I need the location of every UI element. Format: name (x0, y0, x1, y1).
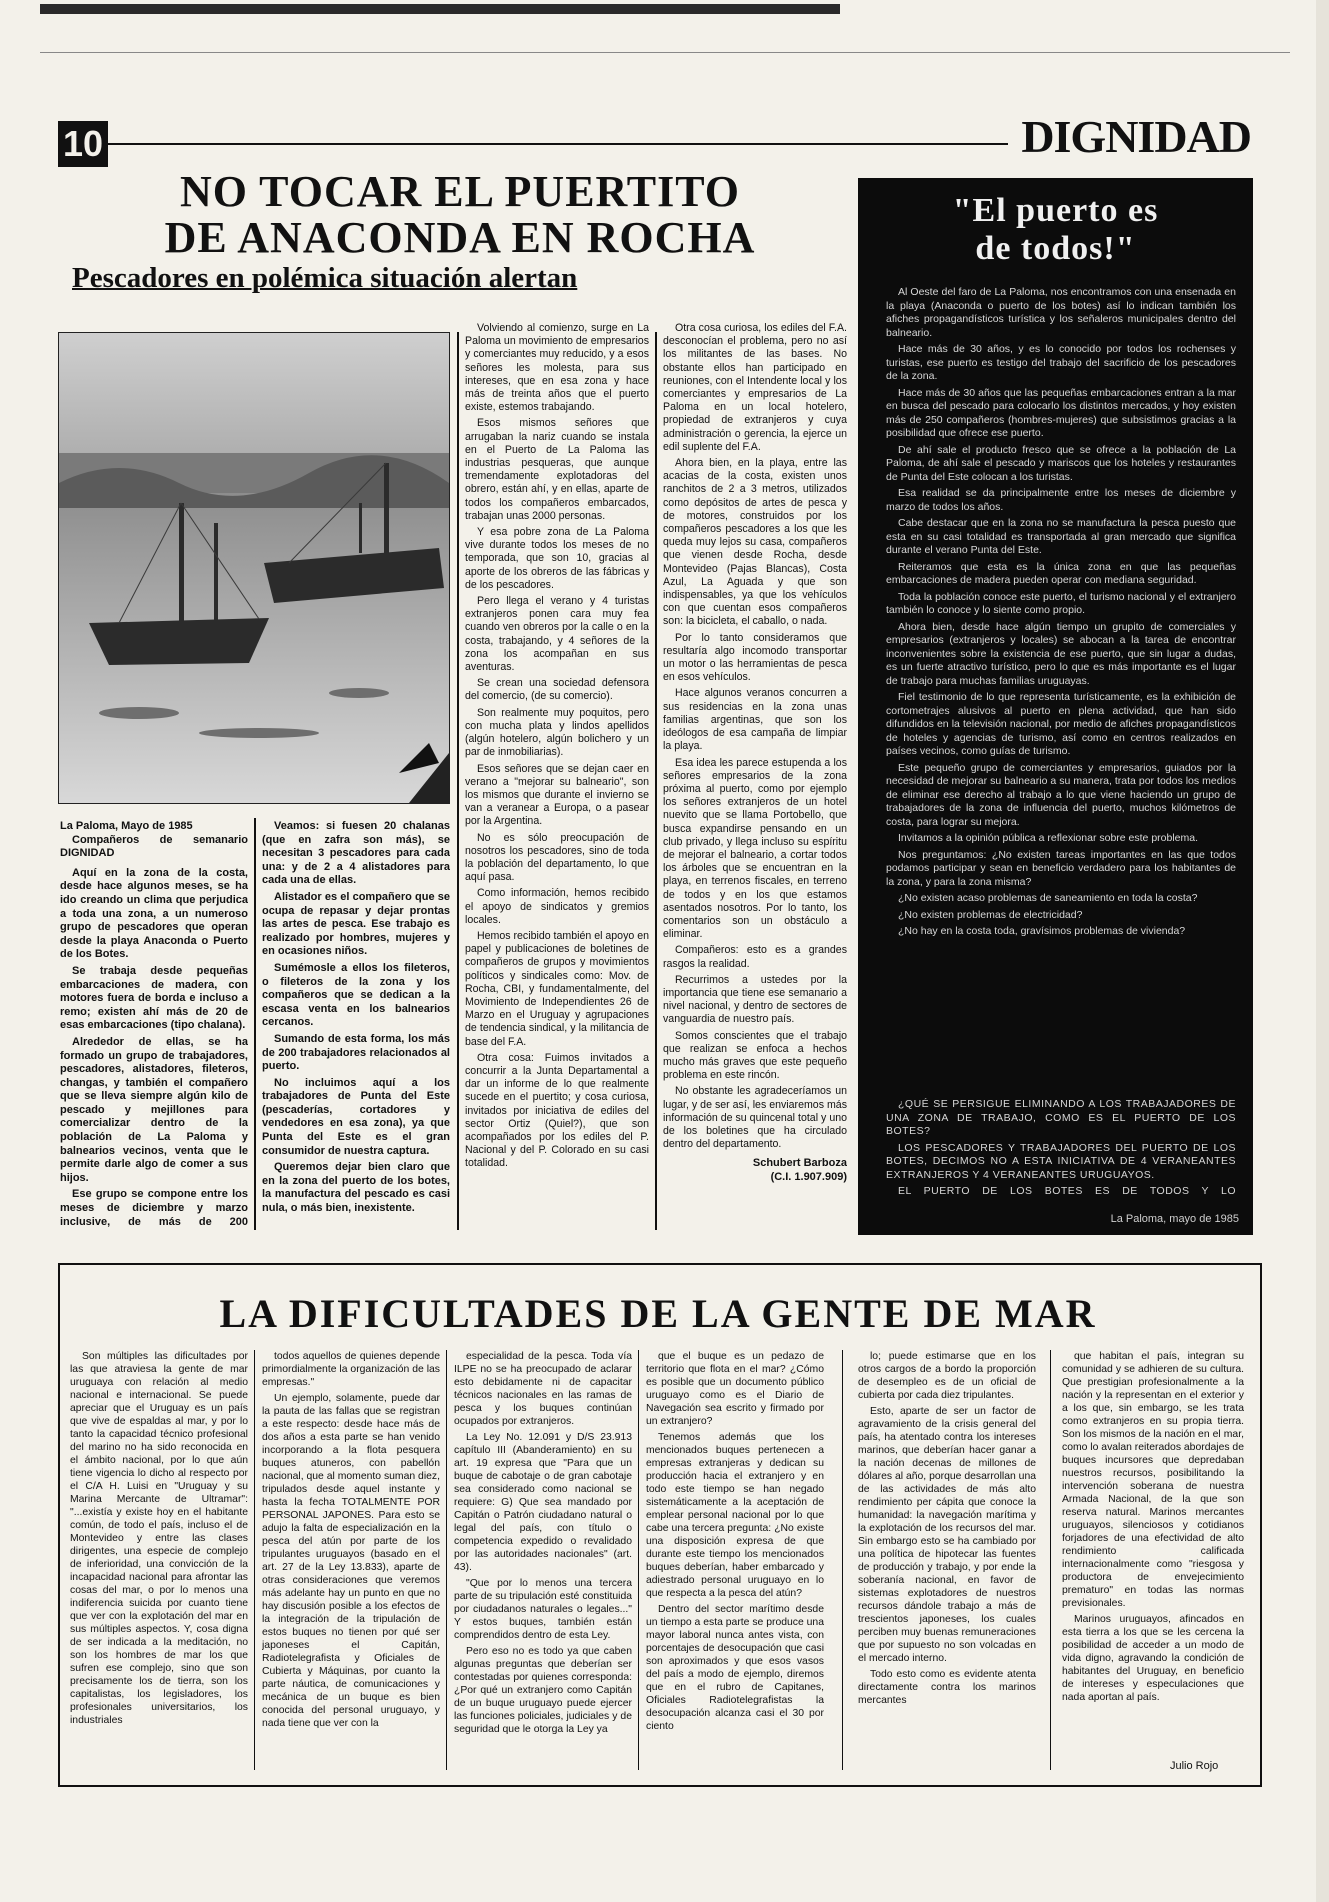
paragraph: Tenemos además que los mencionados buques pertenecen a empresas extranjeras y dedican su producción hacia el extranjero y en todo este tiempo se han negado sistemáticamente a la aceptación de emplear personal nacional por lo que cabe una tercera pregunta: ¿No existe una disposición expresa de que durante este tiempo los mencionados buques deberían, haber embarcado y adiestrado personal uruguayo en lo que respecta a la pesca del atún? (646, 1432, 824, 1599)
sidebar-title-line-2: de todos!" (975, 230, 1136, 267)
paragraph: Esa realidad se da principalmente entre los meses de diciembre y marzo de todos los años. (886, 487, 1236, 513)
subheadline: Pescadores en polémica situación alertan (72, 262, 578, 294)
paragraph: Alrededor de ellas, se ha formado un grupo de trabajadores, pescadores, alistadores, fileteros, changas, y también el compañero que se lleva siempre algún kilo de pescado y mejillones para comercializar dentro de la población de La Paloma y balnearios vecinos, venta que le permite darle algo de comer a sus hijos. (60, 1035, 248, 1184)
paragraph: Toda la población conoce este puerto, el turismo nacional y el extranjero también lo conoce y lo siente como propio. (886, 590, 1236, 616)
sidebar-dateline: La Paloma, mayo de 1985 (1110, 1213, 1239, 1225)
article2-signature: Julio Rojo (1170, 1760, 1219, 1772)
article2-column-5 (858, 1350, 1036, 1775)
article1-column-1 (60, 820, 248, 1230)
author-id: (C.I. 1.907.909) (770, 1170, 847, 1183)
paragraph: Pero llega el verano y 4 turistas extranjeros ponen cara muy fea cuando ven obreros por la calle o en la costa, trabajando, y 4 señores de la zona los acompañan en sus aventuras. (465, 595, 649, 674)
paragraph: Hace más de 30 años que las pequeñas embarcaciones entran a la mar en busca del pescado para colocarlo los distintos mercados, y hoy existen más de 250 compañeros (hombres-mujeres) que subsistimos gracias a la posibilidad que ofrece ese puerto. (886, 386, 1236, 439)
paragraph: No obstante les agradeceríamos un lugar, y de ser así, les enviaremos más información de su quincenal total y uno de los boletines que ha circulado dentro del departamento. (663, 1085, 847, 1151)
article1-column-2 (262, 820, 450, 1230)
paragraph: Hace más de 30 años, y es lo conocido por todos los rochenses y turistas, ese puerto es testigo del trabajo del sacrificio de los pescadores de la zona. (886, 343, 1236, 382)
paragraph: Compañeros: esto es a grandes rasgos la realidad. (663, 944, 847, 970)
page-number: 10 (58, 121, 108, 167)
article2-column-3 (454, 1350, 632, 1775)
author-signature: Schubert Barboza (752, 1157, 847, 1170)
paragraph: Esa idea les parece estupenda a los señores empresarios de la zona próxima al puerto, como por ejemplo los señores extranjeros de un hotel nuevito que se llama Portobello, que busca expandirse pensando en un club privado, y llega incluso su espíritu de mejorar el balneario, a cortar todos los árboles que se encuentran en la playa, en terrenos fiscales, en terreno de todos y en los que estamos asentados nosotros. Por lo tanto, los comentarios son un obstáculo a eliminar. (663, 756, 847, 941)
article2-column-1 (70, 1350, 248, 1775)
paragraph: Hace algunos veranos concurren a sus residencias en la zona unas familias argentinas, que son los ideólogos de esa campaña de limpiar la playa. (663, 687, 847, 753)
paragraph: lo; puede estimarse que en los otros cargos de a bordo la proporción de desempleo es de un oficial de cubierta por cada diez tripulantes. (858, 1351, 1036, 1401)
paragraph: Reiteramos que esta es la única zona en que las pequeñas embarcaciones de madera pueden operar con mediana seguridad. (886, 560, 1236, 586)
paragraph: Volviendo al comienzo, surge en La Paloma un movimiento de empresarios y comerciantes muy reducido, y a esos señores les molesta, para sus intereses, que en esa zona y hace más de treinta años que el puerto existe, estemos trabajando. (465, 322, 649, 414)
column-divider (457, 332, 459, 1230)
paragraph: especialidad de la pesca. Toda vía ILPE no se ha preocupado de aclarar esto debidamente ni de capacitar técnicos nacionales en las ramas de pesca y los buques continúan ocupados por extranjeros. (454, 1351, 632, 1427)
letter-salutation: Compañeros de semanario DIGNIDAD (60, 833, 248, 860)
column-divider (842, 1350, 843, 1770)
paragraph: Cabe destacar que en la zona no se manufactura la pesca puesto que esta en su casi totalidad es transportada al gran mercado que significa durante el verano Punta del Este. (886, 517, 1236, 556)
column-divider (1050, 1350, 1051, 1770)
paragraph: Esos mismos señores que arrugaban la nariz cuando se instala en el Puerto de La Paloma las industrias pesqueras, que aunque tremendamente explotadoras del obrero, están ahí, y en ellas, aparte de todos los compañeros embarcados, trabajan unas 2000 personas. (465, 417, 649, 522)
paragraph: Todo esto como es evidente atenta directamente contra los marinos mercantes (858, 1669, 1036, 1706)
paragraph: Como información, hemos recibido el apoyo de sindicatos y gremios locales. (465, 887, 649, 926)
article1-column-3 (465, 322, 649, 1230)
caps-line: ¿QUÉ SE PERSIGUE ELIMINANDO A LOS TRABAJADORES DE UNA ZONA DE TRABAJO, COMO ES EL PUERTO DE LOS BOTES? (886, 1098, 1236, 1137)
paragraph: Otra cosa: Fuimos invitados a concurrir a la Junta Departamental a dar un informe de lo que realmente sucede en el puertito; y cosa curiosa, invitados por iniciativa de ediles del sector Ortiz (Quiel?), que son acompañados por los ediles del P. Nacional y del P. Colorado en su casi totalidad. (465, 1051, 649, 1170)
paragraph: No incluimos aquí a los trabajadores de Punta del Este (pescaderías, cortadores y vendedores en esa zona), ya que Punta del Este es el gran consumidor de nuestra captura. (262, 1076, 450, 1157)
paragraph: Sumémosle a ellos los fileteros, o fileteros de la zona y los compañeros que se dedican a la escasa venta en los balnearios cercanos. (262, 961, 450, 1029)
caps-line: LOS PESCADORES Y TRABAJADORES DEL PUERTO DE LOS BOTES, DECIMOS NO A ESTA INICIATIVA DE 4 VERANEANTES EXTRANJEROS Y 4 VERANEANTES URUGUAYOS. (886, 1141, 1236, 1181)
headline-line-2: DE ANACONDA EN ROCHA (164, 213, 756, 262)
paragraph: No es sólo preocupación de nosotros los pescadores, sino de toda la población del departamento, lo que aquí pasa. (465, 831, 649, 884)
harbor-photo (58, 332, 450, 804)
column-divider (254, 818, 256, 1230)
column-divider (655, 332, 657, 1230)
paragraph: Al Oeste del faro de La Paloma, nos encontramos con una ensenada en la playa (Anaconda o puerto de los botes) así lo indican también los afiches propagandísticos turística y los señaleros municipales dentro del balneario. (886, 286, 1236, 339)
article2-headline: LA DIFICULTADES DE LA GENTE DE MAR (219, 1291, 1097, 1336)
paragraph: Dentro del sector marítimo desde un tiempo a esta parte se produce una mayor laboral nunca antes vista, con porcentajes de desocupación que casi son aproximados y que esos vasos del país a modo de ejemplo, diremos que en el rubro de Capitanes, Oficiales Radiotelegrafistas la desocupación alcanza casi el 30 por ciento (646, 1604, 824, 1732)
paragraph: Queremos dejar bien claro que en la zona del puerto de los botes, la manufactura del pescado es casi nula, o más bien, inexistente. (262, 1161, 450, 1215)
paragraph: Somos conscientes que el trabajo que realizan se enfoca a hechos mucho más graves que este pequeño problema en este rincón. (663, 1029, 847, 1082)
paragraph: Ahora bien, desde hace algún tiempo un grupito de comerciales y empresarios (extranjeros y locales) se abocan a la tarea de encontrar inconvenientes sobre la existencia de ese puerto, que sin lugar a dudas, es un fuerte atractivo turístico, pero lo que es más importante es el lugar de trabajo para muchas familias uruguayas. (886, 620, 1236, 687)
paragraph: "Que por lo menos una tercera parte de su tripulación esté constituida por ciudadanos naturales o legales..." Y estos buques, también están comprendidos dentro de esta Ley. (454, 1578, 632, 1641)
paragraph: Y esa pobre zona de La Paloma vive durante todos los meses de no temporada, que son 10, gracias al aporte de los obreros de las fábricas y de los pescadores. (465, 526, 649, 591)
scan-line (40, 52, 1290, 53)
paragraph: Este pequeño grupo de comerciantes y empresarios, guiados por la necesidad de mejorar su balneario a su manera, trata por todos los medios de eliminar ese derecho al trabajo a lo que viene haciendo un grupo de trabajadores de la zona de influencia del puerto, muchos kilómetros de costa, para lograr su mejora. (886, 761, 1236, 828)
article2-column-6 (1062, 1350, 1244, 1760)
column-divider (254, 1350, 255, 1770)
paragraph: Pero eso no es todo ya que caben algunas preguntas que deberían ser contestadas por quienes corresponda: ¿Por qué un extranjero como Capitán de un buque uruguayo puede ejercer las funciones policiales, judiciales y de seguridad que le otorga la Ley ya (454, 1646, 632, 1735)
caps-line: EL PUERTO DE LOS BOTES ES DE TODOS Y LO (898, 1185, 1236, 1197)
paragraph: Alistador es el compañero que se ocupa de repasar y dejar prontas las artes de pesca. Ese trabajo es realizado por hombres, mujeres y en ocasiones niños. (262, 890, 450, 958)
paragraph: La Ley No. 12.091 y D/S 23.913 capítulo III (Abanderamiento) en su art. 19 expresa que "Para que un buque de cabotaje o de gran cabotaje sea considerado como nacional se requiere: G) Que sea mandado por Capitán o Patrón ciudadano natural o legal del país, con título o competencia expedido o revalidado por las autoridades nacionales" (art. 43). (454, 1432, 632, 1573)
article2-column-4 (646, 1350, 824, 1775)
column-divider (446, 1350, 447, 1770)
paragraph: Fiel testimonio de lo que representa turísticamente, es la exhibición de cortometrajes alusivos al puerto en plena actividad, que han sido difundidos en la televisión nacional, por medio de afiches propagandísticos de hoteles y agencias de turismo, así como en centros realizados en países vecinos, como guías de turismo. (886, 691, 1236, 757)
paragraph: Son múltiples las dificultades por las que atraviesa la gente de mar uruguaya con relación al medio nacional e internacional. Se puede apreciar que el Uruguay es un país que vive de espaldas al mar, y por lo tanto la capacidad técnico profesional del marino no ha sido reconocida en el ámbito nacional, por lo que aún tiene vigencia lo dicho al respecto por el C/A H. Luisi en "Uruguay y su Marina Mercante de Ultramar": "...existía y existe hoy en el habitante común, de todo el país, incluso el de Montevideo y entre las clases dirigentes, una especie de complejo de inferioridad, una convicción de la incapacidad nacional para afrontar las cosas del mar, o por lo menos una indiferencia suicida por cuanto tiene que ver con la explotación del mar en sus múltiples aspectos. Y, cosa digna de ser indicada a la meditación, no son los hombres de mar los que sufren ese complejo, sino que son precisamente los de tierra, son los capitalistas, los legisladores, los profesionales universitarios, los industriales (70, 1351, 248, 1726)
paragraph: Sumando de esta forma, los más de 200 trabajadores relacionados al puerto. (262, 1032, 450, 1073)
header-rule (108, 143, 1008, 145)
masthead: DIGNIDAD (1021, 111, 1251, 162)
scan-edge (40, 4, 840, 14)
paragraph: Otra cosa curiosa, los ediles del F.A. desconocían el problema, pero no así los militantes de las bases. No obstante ellos han participado en reuniones, con el Intendente local y los comerciantes y empresarios de La Paloma en un local hotelero, propiedad de extranjeros y cuya administración o gerencia, la ejerce un edil suplente del F.A. (663, 322, 847, 453)
paragraph: todos aquellos de quienes depende primordialmente la organización de las empresas." (262, 1351, 440, 1388)
harbor-photo-illustration (59, 333, 449, 803)
article1-column-4 (663, 322, 847, 1230)
paragraph: Se trabaja desde pequeñas embarcaciones de madera, con motores fuera de borda e incluso a remo; existen ahí más de 20 de esas embarcaciones (tipo chalana). (60, 964, 248, 1032)
headline-line-1: NO TOCAR EL PUERTITO (179, 167, 741, 216)
paragraph: Veamos: si fuesen 20 chalanas (que en zafra son más), se necesitan 3 pescadores para cada una: y de 2 a 4 alistadores para cada una de ellas. (262, 820, 450, 887)
article2-column-2 (262, 1350, 440, 1775)
paragraph: Ahora bien, en la playa, entre las acacias de la costa, existen unos ranchitos de 2 a 3 metros, utilizados como depósitos de artes de pesca y de motores, construidos por los compañeros pescadores a los que les queda muy lejos su casa, compañeros que vienen desde Rocha, desde Montevideo (Pajas Blancas), Costa Azul, La Aguada y que son indispensables, ya que los vehículos con que cuentan esos compañeros son: la bicicleta, el caballo, o nada. (663, 457, 847, 628)
paragraph: De ahí sale el producto fresco que se ofrece a la población de La Paloma, de ahí sale el pescado y mariscos que los hoteles y restaurantes de Punta del Este colocan a los turistas. (886, 443, 1236, 483)
paragraph: que habitan el país, integran su comunidad y se adhieren de su cultura. Que prestigian profesionalmente a la nación y la representan en el exterior y a los que, sin embargo, se les trata como extranjeros en su propia tierra. Son los mismos de la nación en el mar, como lo avalan reiterados abordajes de buques incursores que depredaban nuestros recursos, posibilitando la intervención soberana de nuestra Armada Nacional, de la que son reserva natural. Marinos mercantes uruguayos, silenciosos y cotidianos forjadores de una efectividad de alto rendimiento calificada internacionalmente como "riesgosa y productora de envejecimiento prematuro" en todas las normas previsionales. (1062, 1351, 1244, 1609)
paragraph: Un ejemplo, solamente, puede dar la pauta de las fallas que se registran a este respecto: desde hace más de dos años a esta parte se han venido incorporando a la flota pesquera buques atuneros, con pabellón nacional, que al momento suman diez, tripulados desde aquel instante y hasta la fecha TOTALMENTE POR PERSONAL JAPONES. Para esto se adujo la falta de especialización en la pesca del atún por parte de los tripulantes uruguayos (basado en el art. 27 de la Ley 13.833), aparte de otras consideraciones que veremos más adelante hay un punto en que no hay discusión posible a los efectos de la integración de la tripulación de estos buques no tienen por qué ser japoneses el Capitán, Radiotelegrafista y Oficiales de Cubierta y Máquinas, por cuanto la parte náutica, de comunicaciones y mecánica de un buque es bien conocida del personal uruguayo, y nada tiene que ver con la (262, 1393, 440, 1729)
paragraph: que el buque es un pedazo de territorio que flota en el mar? ¿Cómo es posible que un documento público uruguayo como es el Diario de Navegación sea escrito y firmado por un extranjero? (646, 1351, 824, 1427)
paragraph: Son realmente muy poquitos, pero con mucha plata y lindos apellidos (algún hotelero, algún bolichero y un par de inmobiliarias). (465, 706, 649, 759)
paragraph: ¿No hay en la costa toda, gravísimos problemas de vivienda? (898, 925, 1186, 937)
scan-margin (1316, 0, 1329, 1902)
paragraph: Esos señores que se dejan caer en verano a "mejorar su balneario", son los mismos que durante el invierno se van a veranear a Europa, o a pasear por la Argentina. (465, 762, 649, 828)
paragraph: Recurrimos a ustedes por la importancia que tiene ese semanario a nivel nacional, y dentro de sectores de vanguardia de nuestro país. (663, 973, 847, 1026)
sidebar-box (858, 178, 1253, 1235)
paragraph: Nos preguntamos: ¿No existen tareas importantes en las que todos podamos participar y sean en beneficio verdadero para los habitantes de la zona, y para la zona misma? (886, 848, 1236, 888)
sidebar-title-line-1: "El puerto es (952, 192, 1159, 229)
paragraph: ¿No existen acaso problemas de saneamiento en toda la costa? (898, 892, 1198, 904)
letter-dateline: La Paloma, Mayo de 1985 (60, 820, 193, 832)
paragraph: Marinos uruguayos, afincados en esta tierra a los que se les cercena la posibilidad de acceder a un modo de vida digno, agravando la condición de habitantes del Uruguay, en beneficio de intereses y especulaciones que nada aportan al país. (1062, 1614, 1244, 1703)
paragraph: ¿No existen problemas de electricidad? (898, 908, 1083, 921)
paragraph: Aquí en la zona de la costa, desde hace algunos meses, se ha ido creando un clima que perjudica a toda una zona, a un numeroso grupo de pescadores que operan desde la playa Anaconda o Puerto de los Botes. (60, 866, 248, 961)
paragraph: Por lo tanto consideramos que resultaría algo incomodo transportar un motor o las herramientas de pesca en esos vehículos. (663, 631, 847, 684)
sidebar-text (886, 286, 1236, 1091)
paragraph: Esto, aparte de ser un factor de agravamiento de la crisis general del país, ha atentado contra los intereses marinos, que deberían hacer ganar a la nación decenas de millones de dólares al año, porque desarrollan una de las actividades de más alto rendimiento per cápita que conoce la humanidad: la navegación marítima y la explotación de los recursos del mar. Sin embargo esto se ha cambiado por una política de hipotecar las fuentes de producción y trabajo, y por ende la soberanía nacional, en favor de sistemas explotadores de nuestros recursos dándole trabajo a más de trescientos japoneses, los cuales perciben muy buenas remuneraciones que por supuesto no son volcadas en el mercado interno. (858, 1406, 1036, 1664)
column-divider (638, 1350, 639, 1770)
paragraph: Invitamos a la opinión pública a reflexionar sobre este problema. (898, 832, 1199, 844)
sidebar-caps-block (886, 1098, 1236, 1198)
paragraph: Hemos recibido también el apoyo en papel y publicaciones de boletines de compañeros de grupos y movimientos políticos y sindicales como: Mov. de Rocha, CBI, y fundamentalmente, del Movimiento de Independientes 26 de Marzo en el Uruguay y agrupaciones de tendencia sindical, y la militancia de base del F.A. (465, 929, 649, 1048)
paragraph: Ese grupo se compone entre los meses de diciembre y marzo inclusive, de más de 200 (60, 1188, 248, 1228)
paragraph: Se crean una sociedad defensora del comercio, (de su comercio). (465, 677, 649, 703)
